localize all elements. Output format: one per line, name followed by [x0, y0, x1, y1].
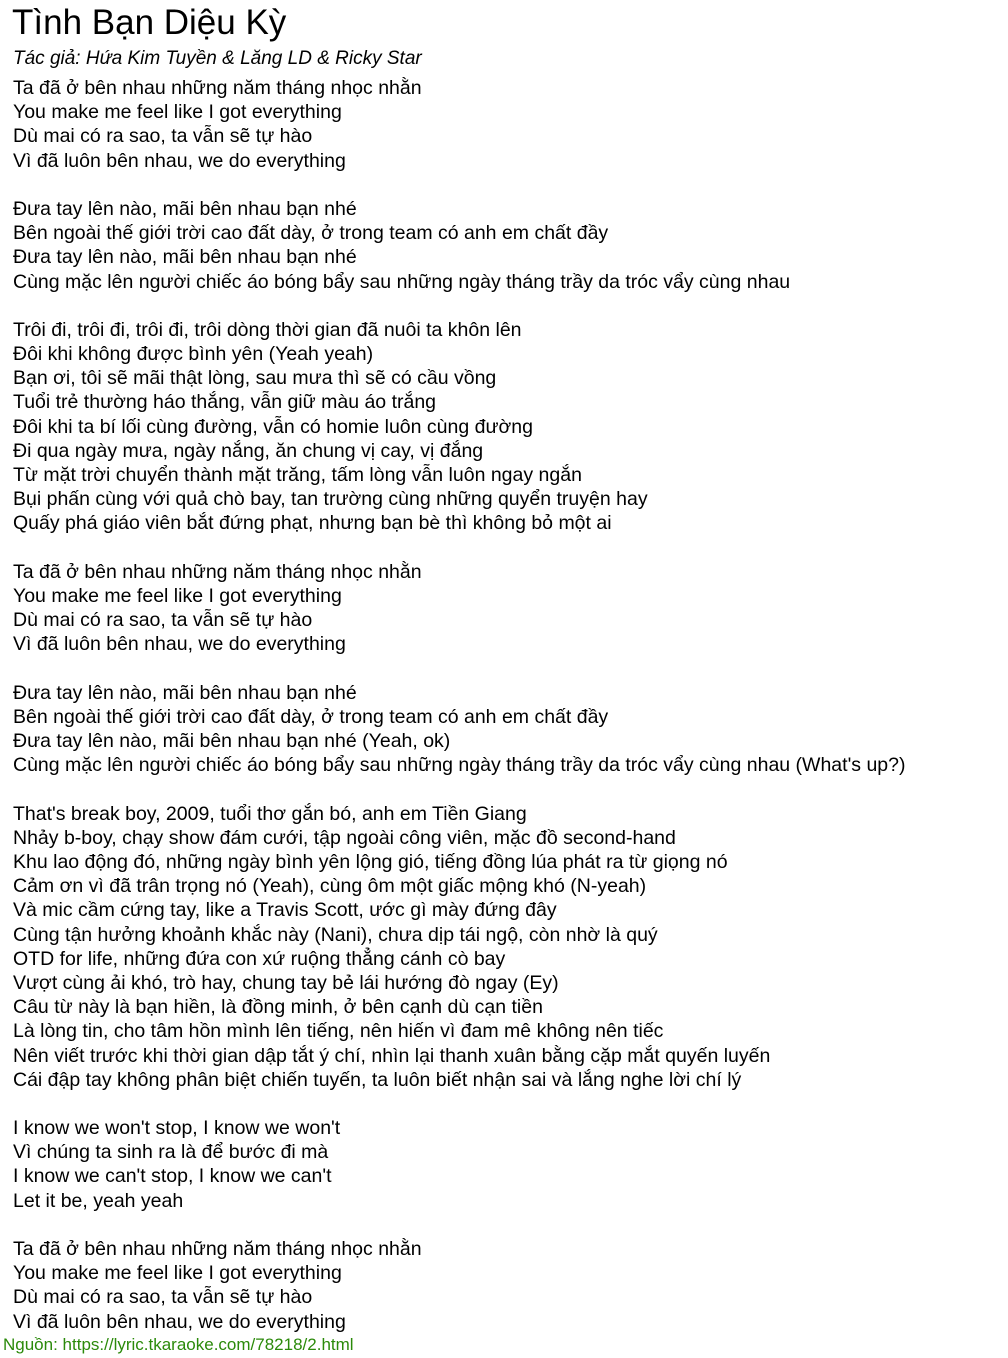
lyric-line: Cùng tận hưởng khoảnh khắc này (Nani), chưa dịp tái ngộ, còn nhờ là quý — [13, 923, 658, 946]
lyric-line: Vì đã luôn bên nhau, we do everything — [13, 149, 346, 172]
lyric-line: Vì đã luôn bên nhau, we do everything — [13, 1310, 346, 1333]
lyric-line: Đưa tay lên nào, mãi bên nhau bạn nhé — [13, 246, 357, 269]
lyric-line: Cái đập tay không phân biệt chiến tuyến, ta luôn biết nhận sai và lắng nghe lời chí lý — [13, 1068, 742, 1091]
lyric-line: Từ mặt trời chuyển thành mặt trăng, tấm lòng vẫn luôn ngay ngắn — [13, 464, 582, 486]
song-title: Tình Bạn Diệu Kỳ — [12, 3, 287, 42]
lyric-line: Tuổi trẻ thường háo thắng, vẫn giữ màu áo trắng — [13, 391, 437, 414]
stanza — [13, 1237, 1003, 1334]
lyric-line: Là lòng tin, cho tâm hồn mình lên tiếng, nên hiến vì đam mê không nên tiếc — [13, 1020, 664, 1043]
stanza — [13, 1116, 1003, 1213]
lyric-line: Dù mai có ra sao, ta vẫn sẽ tự hào — [13, 609, 313, 632]
stanza — [13, 318, 1003, 536]
lyric-line: Ta đã ở bên nhau những năm tháng nhọc nhằn — [13, 77, 422, 99]
lyric-line: Bụi phấn cùng với quả chò bay, tan trường cùng những quyển truyện hay — [13, 488, 648, 511]
lyric-line: Đưa tay lên nào, mãi bên nhau bạn nhé — [13, 197, 357, 220]
lyric-line: You make me feel like I got everything — [13, 584, 342, 607]
lyric-line: Đôi khi không được bình yên (Yeah yeah) — [13, 343, 374, 366]
lyric-line: Đi qua ngày mưa, ngày nắng, ăn chung vị cay, vị đắng — [13, 439, 484, 462]
stanza — [13, 560, 1003, 657]
lyric-line: Ta đã ở bên nhau những năm tháng nhọc nhằn — [13, 560, 422, 583]
stanza — [13, 76, 1003, 173]
lyric-line: That's break boy, 2009, tuổi thơ gắn bó, anh em Tiền Giang — [13, 802, 527, 825]
lyric-line: OTD for life, những đứa con xứ ruộng thẳng cánh cò bay — [13, 947, 506, 970]
lyric-line: Trôi đi, trôi đi, trôi đi, trôi dòng thời gian đã nuôi ta khôn lên — [13, 318, 522, 341]
lyric-line: Và mic cầm cứng tay, like a Travis Scott, ước gì mày đứng đây — [13, 899, 557, 922]
lyric-line: Nhảy b-boy, chạy show đám cưới, tập ngoài công viên, mặc đồ second-hand — [13, 826, 676, 849]
lyric-line: Bạn ơi, tôi sẽ mãi thật lòng, sau mưa thì sẽ có cầu vồng — [13, 367, 497, 390]
lyric-line: Khu lao động đó, những ngày bình yên lộng gió, tiếng đồng lúa phát ra từ giọng nó — [13, 851, 728, 873]
lyric-line: Cùng mặc lên người chiếc áo bóng bẩy sau những ngày tháng trầy da tróc vẩy cùng nhau (What's up?) — [13, 754, 906, 777]
lyric-line: Câu từ này là bạn hiền, là đồng minh, ở bên cạnh dù cạn tiền — [13, 996, 543, 1019]
lyric-line: You make me feel like I got everything — [13, 101, 342, 124]
lyric-line: Vì đã luôn bên nhau, we do everything — [13, 633, 346, 656]
lyric-line: Bên ngoài thế giới trời cao đất dày, ở trong team có anh em chất đầy — [13, 222, 609, 245]
lyric-line: Ta đã ở bên nhau những năm tháng nhọc nhằn — [13, 1238, 422, 1260]
stanza — [13, 197, 1003, 294]
lyric-line: Đưa tay lên nào, mãi bên nhau bạn nhé (Yeah, ok) — [13, 730, 451, 753]
lyric-line: Vì chúng ta sinh ra là để bước đi mà — [13, 1141, 329, 1164]
lyric-line: Nên viết trước khi thời gian dập tắt ý chí, nhìn lại thanh xuân bằng cặp mắt quyến luyến — [13, 1044, 771, 1067]
lyric-line: Đôi khi ta bí lối cùng đường, vẫn có homie luôn cùng đường — [13, 415, 533, 438]
lyric-line: Dù mai có ra sao, ta vẫn sẽ tự hào — [13, 1286, 313, 1309]
stanza — [13, 681, 1003, 778]
lyric-line: Dù mai có ra sao, ta vẫn sẽ tự hào — [13, 125, 313, 148]
song-author: Tác giả: Hứa Kim Tuyền & Lăng LD & Ricky Star — [13, 48, 422, 69]
lyric-line: Đưa tay lên nào, mãi bên nhau bạn nhé — [13, 681, 357, 704]
lyric-line: Cảm ơn vì đã trân trọng nó (Yeah), cùng ôm một giấc mộng khó (N-yeah) — [13, 875, 647, 898]
lyric-line: Vượt cùng ải khó, trò hay, chung tay bẻ lái hướng đò ngay (Ey) — [13, 971, 559, 994]
lyrics-body — [13, 76, 1003, 1358]
lyric-line: I know we won't stop, I know we won't — [13, 1117, 341, 1140]
lyric-line: Bên ngoài thế giới trời cao đất dày, ở trong team có anh em chất đầy — [13, 705, 609, 728]
stanza — [13, 802, 1003, 1092]
source-link[interactable]: Nguồn: https://lyric.tkaraoke.com/78218/2.html — [3, 1335, 354, 1354]
lyric-line: Let it be, yeah yeah — [13, 1189, 184, 1212]
lyric-line: Cùng mặc lên người chiếc áo bóng bẩy sau những ngày tháng trầy da tróc vẩy cùng nhau — [13, 270, 791, 293]
lyric-line: Quấy phá giáo viên bắt đứng phạt, nhưng bạn bè thì không bỏ một ai — [13, 512, 612, 535]
lyric-line: I know we can't stop, I know we can't — [13, 1165, 332, 1188]
lyric-line: You make me feel like I got everything — [13, 1262, 342, 1285]
